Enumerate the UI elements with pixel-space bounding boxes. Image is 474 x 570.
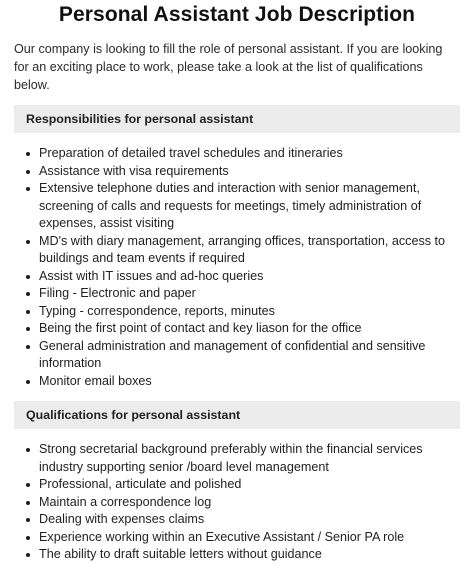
responsibility-item: Monitor email boxes	[24, 373, 460, 391]
qualifications-list	[14, 441, 460, 564]
responsibilities-header: Responsibilities for personal assistant	[14, 105, 460, 133]
page-title: Personal Assistant Job Description	[58, 3, 416, 26]
qualification-item: Strong secretarial background preferably within the financial services industry supporting senior /board level management	[24, 441, 460, 476]
qualification-item: The ability to draft suitable letters without guidance	[24, 546, 460, 564]
responsibility-item: Assistance with visa requirements	[24, 163, 460, 181]
responsibility-item: Filing - Electronic and paper	[24, 285, 460, 303]
intro-paragraph: Our company is looking to fill the role of personal assistant. If you are looking for an exciting place to work, please take a look at the list of qualifications below.	[14, 42, 443, 92]
responsibility-item: General administration and management of confidential and sensitive information	[24, 338, 460, 373]
qualifications-header: Qualifications for personal assistant	[14, 401, 460, 429]
responsibility-item: Typing - correspondence, reports, minutes	[24, 303, 460, 321]
qualification-item: Experience working within an Executive Assistant / Senior PA role	[24, 529, 460, 547]
responsibility-item: Preparation of detailed travel schedules and itineraries	[24, 145, 460, 163]
responsibility-item: Assist with IT issues and ad-hoc queries	[24, 268, 460, 286]
qualification-item: Dealing with expenses claims	[24, 511, 460, 529]
responsibility-item: Extensive telephone duties and interaction with senior management, screening of calls and requests for meetings, timely administration of expenses, assist visiting	[24, 180, 460, 233]
qualification-item: Professional, articulate and polished	[24, 476, 460, 494]
responsibility-item: MD's with diary management, arranging offices, transportation, access to buildings and team events if required	[24, 233, 460, 268]
responsibilities-list	[14, 145, 460, 390]
qualification-item: Maintain a correspondence log	[24, 494, 460, 512]
responsibility-item: Being the first point of contact and key liason for the office	[24, 320, 460, 338]
